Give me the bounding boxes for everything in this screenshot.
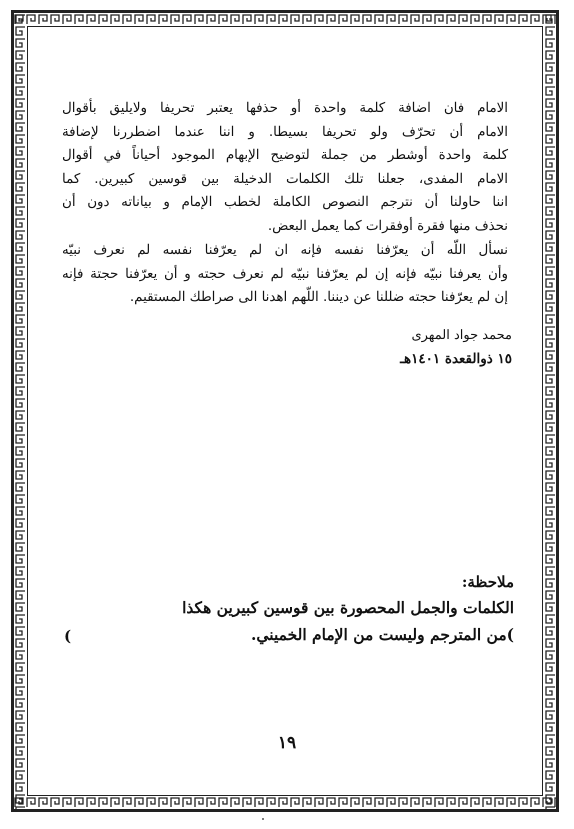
date: ١٥ ذوالقعدة ١٤٠١هـ <box>400 351 512 367</box>
note-open-paren: ( <box>64 627 72 645</box>
signature: محمد جواد المهرى <box>411 328 512 343</box>
body-line: كلمة واحدة أوشطر من جملة لتوضيح الإبهام الموجود أحياناً في أقوال <box>62 148 508 164</box>
border-pattern-left <box>13 14 27 810</box>
body-line: اننا حاولنا أن نترجم النصوص الكاملة لخطب الإمام و بياناته دون أن <box>62 195 508 211</box>
body-paragraph-1 <box>62 97 508 239</box>
note-line-1: الكلمات والجمل المحصورة بين قوسين كبيرين هكذا <box>182 598 514 617</box>
scan-speck <box>262 818 264 820</box>
body-line: الامام فان اضافة كلمة واحدة أو حذفها يعتبر تحريفا ولايليق بأقوال <box>62 101 508 116</box>
body-line: إن لم يعرّفنا حجته ضللنا عن ديننا. اللّهم اهدنا الى صراطك المستقيم. <box>129 290 508 306</box>
page-number: ١٩ <box>277 733 297 753</box>
body-line: وأن يعرفنا نبيّه فإنه إن لم يعرّفنا نبيّه لم نعرف حجته و أن يعرّفنا حجتة فإنه <box>62 266 508 282</box>
note-line-2: )من المترجم وليست من الإمام الخميني. <box>250 625 514 644</box>
body-line: الامام أن تحرّف ولو تحريفا بسيطا. و اننا عندما اضطررنا لإضافة <box>62 124 508 140</box>
border-pattern-top <box>14 12 556 26</box>
border-pattern-bottom <box>14 795 556 809</box>
body-line: الامام المفدى، جعلنا تلك الكلمات الدخيلة بين قوسين كبيرين. كما <box>62 171 508 187</box>
body-paragraph-2 <box>62 239 508 310</box>
body-line: نحذف منها فقرة أوفقرات كما يعمل البعض. <box>267 218 508 234</box>
body-line: نسأل اللّه أن يعرّفنا نفسه فإنه ان لم يعرّفنا نفسه لم نعرف نبيّه <box>62 243 508 258</box>
note-label: ملاحظة: <box>461 573 514 591</box>
border-pattern-right <box>543 14 557 810</box>
